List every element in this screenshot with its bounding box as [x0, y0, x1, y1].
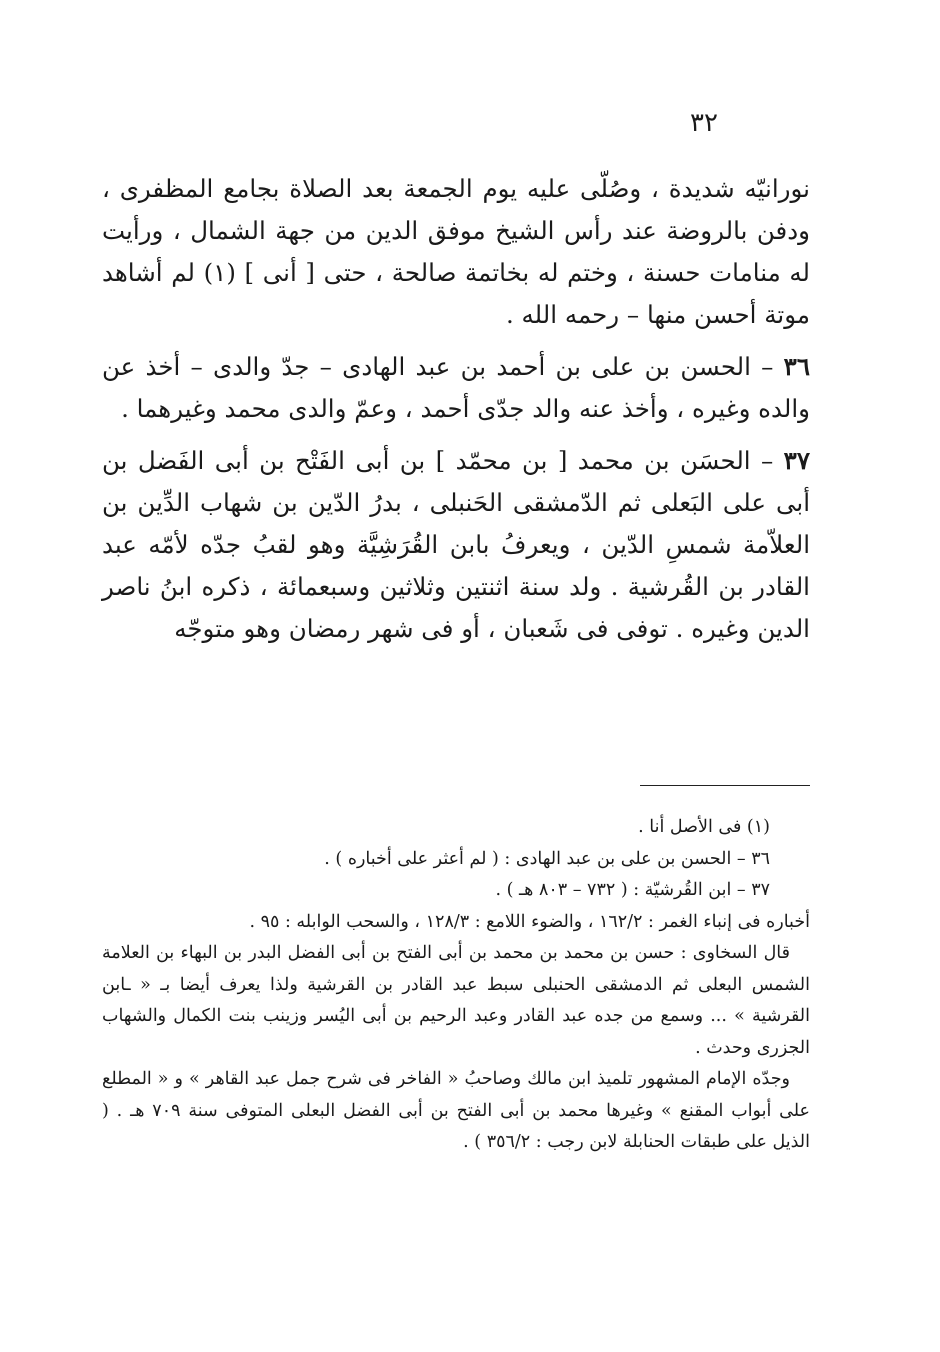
- footnote-36: ٣٦ – الحسن بن على بن عبد الهادى : ( لم أعثر على أخباره ) .: [324, 848, 770, 869]
- entry-36-number: ٣٦: [783, 352, 810, 381]
- entry-36-text: – الحسن بن على بن أحمد بن عبد الهادى – جدّ والدى – أخذ عن والده وغيره ، وأخذ عنه والد جدّى أحمد ، وعمّ والدى محمد وغيرهما .: [102, 352, 810, 423]
- entry-37-number: ٣٧: [783, 446, 810, 475]
- footnotes: [102, 812, 810, 1159]
- footnote-divider: [640, 785, 810, 786]
- footnote-grandfather: وجدّه الإمام المشهور تلميذ ابن مالك وصاحبُ « الفاخر فى شرح جمل عبد القاهر » و « المطلع على أبواب المقنع » وغيرها محمد بن أبى الفتح بن أبى الفضل البعلى المتوفى سنة ٧٠٩ هـ . ( الذيل على طبقات الحنابلة لابن رجب : ٣٥٦/٢ ) .: [102, 1069, 810, 1152]
- footnote-37: ٣٧ – ابن القُرشيّة : ( ٧٣٢ – ٨٠٣ هـ ) .: [495, 880, 770, 900]
- paragraph-intro: نورانيّه شديدة ، وصُلّى عليه يوم الجمعة بعد الصلاة بجامع المظفرى ، ودفن بالروضة عند رأس الشيخ موفق الدين من جهة الشمال ، ورأيت له منامات حسنة ، وختم له بخاتمة صالحة ، حتى [ أنى ] (١) لم أشاهد موتة أحسن منها – رحمه الله .: [102, 174, 810, 329]
- entry-37: [102, 440, 810, 650]
- main-text: [102, 168, 810, 660]
- entry-36: [102, 346, 810, 430]
- page-number: ٣٢: [690, 108, 718, 138]
- footnote-sakhawi: قال السخاوى : حسن بن محمد بن محمد بن أبى الفتح بن أبى الفضل البدر بن البهاء بن العلامة الشمس البعلى ثم الدمشقى الحنبلى سبط عبد القادر بن القرشية ولذا يعرف أيضا بـ « ـابن القرشية » ... وسمع من جده عبد القادر وعبد الرحيم بن أبى اليُسر وزينب بنت الكمال والشهاب الجزرى وحدث .: [102, 943, 810, 1058]
- footnote-1: (١) فى الأصل أنا .: [638, 817, 770, 837]
- entry-37-text: – الحسَن بن محمد [ بن محمّد ] بن أبى الفَتْح بن أبى الفَضل بن أبى على البَعلى ثم الدّمشقى الحَنبلى ، بدرُ الدّين بن شهاب الدِّين بن العلاّمة شمسِ الدّين ، ويعرفُ بابن القُرَشِيَّة وهو لقبُ جدّه لأمّه عبد القادر بن القُرشية . ولد سنة اثنتين وثلاثين وسبعمائة ، ذكره ابنُ ناصر الدين وغيره . توفى فى شَعبان ، أو فى شهر رمضان وهو متوجّه: [102, 446, 810, 643]
- footnote-sources: أخباره فى إنباء الغمر : ١٦٢/٢ ، والضوء اللامع : ١٢٨/٣ ، والسحب الوابله : ٩٥ .: [249, 911, 810, 932]
